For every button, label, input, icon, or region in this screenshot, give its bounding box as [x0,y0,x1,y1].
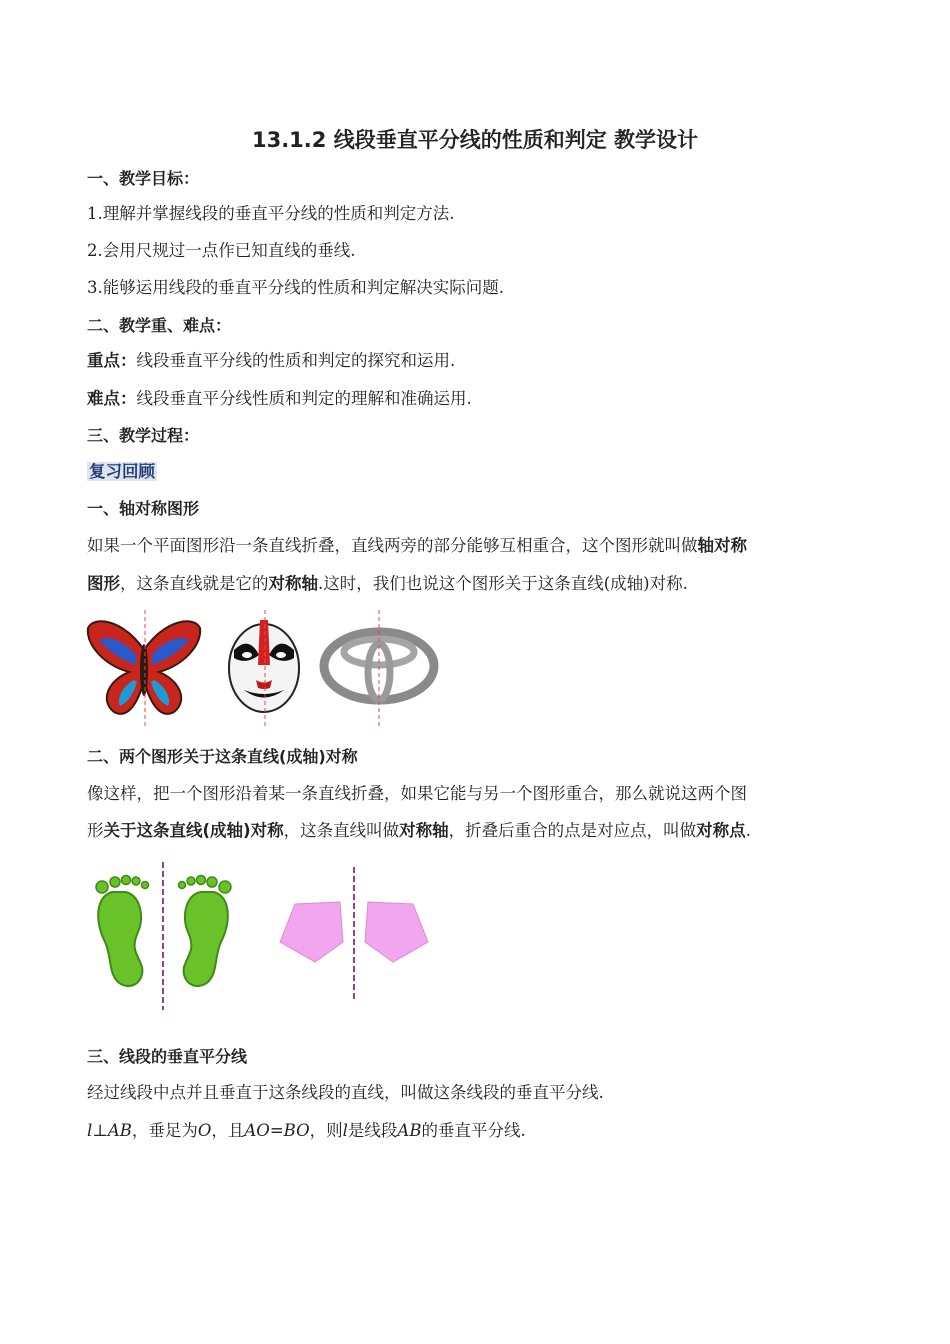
var-bo: BO [283,1121,310,1140]
key-text: 线段垂直平分线的性质和判定的探究和运用. [136,351,456,370]
key-point-line [87,348,867,374]
opera-mask-image [229,620,299,712]
text: 的垂直平分线. [421,1121,526,1140]
butterfly-image [88,621,200,714]
goal-item-2: 2.会用尺规过一点作已知直线的垂线. [87,241,356,260]
review-label: 复习回顾 [89,462,155,481]
right-pentagon [365,902,428,962]
text: 形 [87,821,104,840]
review-line [87,459,867,485]
axisymmetric-line-1 [87,533,867,559]
term-figure: 图形 [87,574,120,593]
section-heading-key-points: 二、教学重、难点： [87,316,232,335]
axisymmetric-line-2 [87,571,867,597]
var-o: O [197,1121,212,1140]
section-heading-goals: 一、教学目标： [87,169,200,188]
heading-two-figures: 二、两个图形关于这条直线(成轴)对称 [87,747,358,766]
difficulty-text: 线段垂直平分线性质和判定的理解和准确运用. [136,389,472,408]
text: ，垂足为 [131,1121,198,1140]
var-ab: AB [107,1121,132,1140]
term-symmetric-about-line: 关于这条直线(成轴)对称 [103,821,284,840]
text: . [745,821,751,840]
bisector-definition: 经过线段中点并且垂直于这条线段的直线，叫做这条线段的垂直平分线. [87,1083,604,1102]
var-l: l [342,1121,348,1140]
two-figures-line-2 [87,818,867,844]
heading-perpendicular-bisector: 三、线段的垂直平分线 [87,1047,248,1066]
text: 如果一个平面图形沿一条直线折叠，直线两旁的部分能够互相重合，这个图形就叫做 [87,536,698,555]
bisector-example [87,1118,867,1144]
left-pentagon [280,902,343,962]
term-symmetric-point: 对称点 [696,821,746,840]
two-figures-symmetric [90,862,440,1010]
two-figures-line-1: 像这样，把一个图形沿着某一条直线折叠，如果它能与另一个图形重合，那么就说这两个图 [87,784,747,803]
text: ，这条直线叫做 [283,821,400,840]
document-title: 13.1.2 线段垂直平分线的性质和判定 教学设计 [251,128,699,152]
var-ao: AO [244,1121,270,1140]
term-axisymmetric: 轴对称 [697,536,747,555]
term-axis: 对称轴 [399,821,449,840]
var-l: l [87,1121,93,1140]
equals: = [269,1121,284,1140]
text: .这时，我们也说这个图形关于这条直线(成轴)对称. [318,574,688,593]
left-footprint-image [96,876,149,987]
perp-symbol: ⊥ [92,1121,108,1140]
section-heading-process: 三、教学过程： [87,426,200,445]
difficulty-line [87,386,867,412]
difficulty-label: 难点： [87,389,137,408]
axisymmetric-figures [84,610,444,726]
heading-axisymmetric: 一、轴对称图形 [87,499,200,518]
text: 是线段 [347,1121,398,1140]
term-axis: 对称轴 [268,574,318,593]
right-footprint-image [179,876,232,987]
text: ，这条直线就是它的 [120,574,269,593]
goal-item-1: 1.理解并掌握线段的垂直平分线的性质和判定方法. [87,204,455,223]
text: ，则 [309,1121,343,1140]
text: ，折叠后重合的点是对应点，叫做 [448,821,697,840]
goal-item-3: 3.能够运用线段的垂直平分线的性质和判定解决实际问题. [87,278,504,297]
text: ，且 [211,1121,245,1140]
key-label: 重点： [87,351,137,370]
var-ab: AB [397,1121,422,1140]
